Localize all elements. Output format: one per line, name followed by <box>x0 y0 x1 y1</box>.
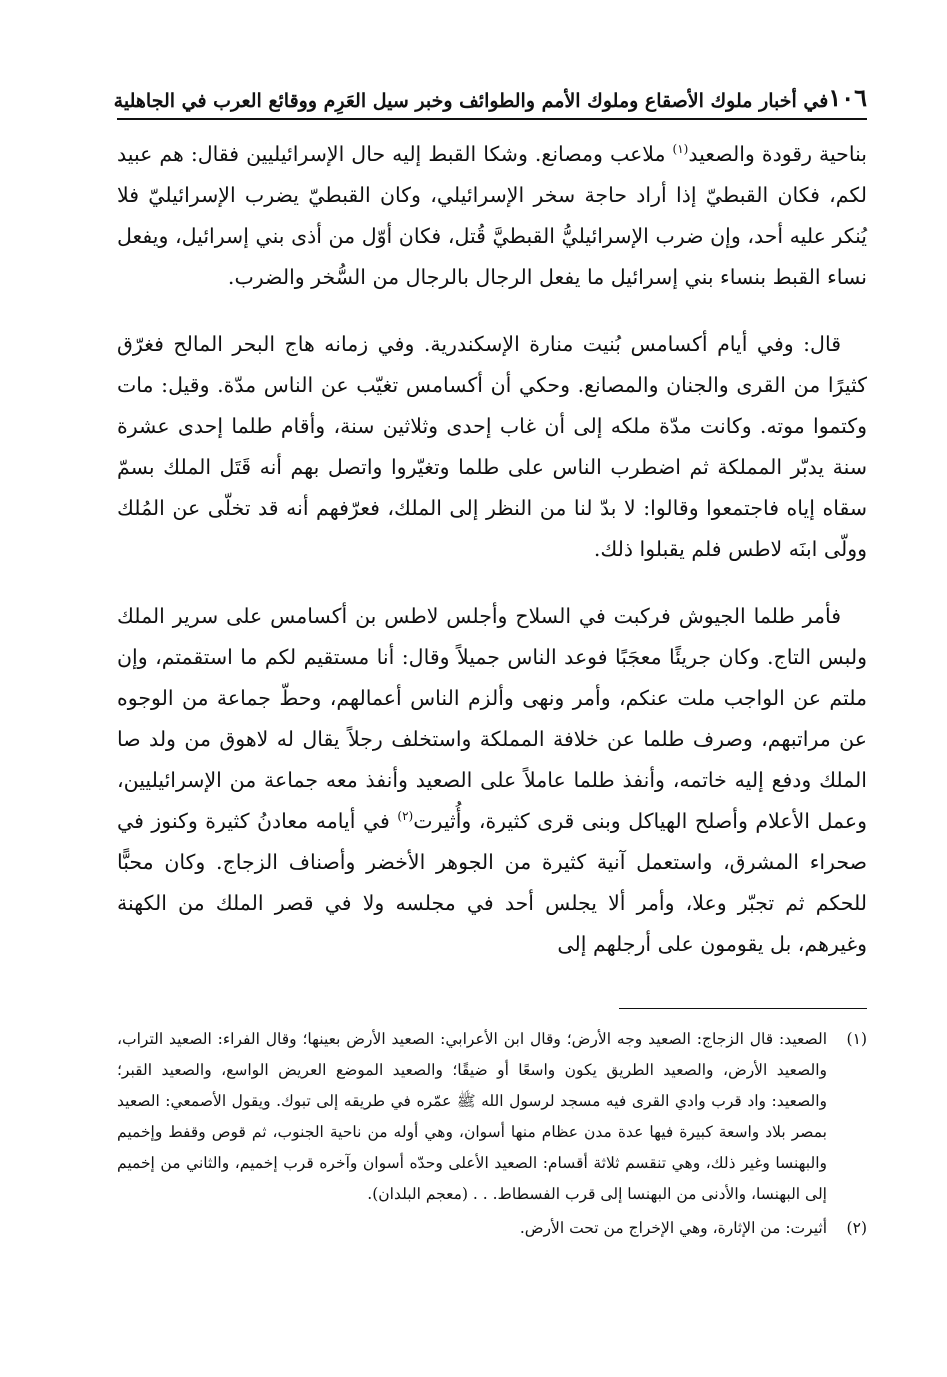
page-number: ١٠٦ <box>828 83 867 112</box>
paragraph-1 <box>117 134 867 298</box>
footnote-ref-1[interactable]: (١) <box>672 142 689 157</box>
footnotes <box>117 1024 867 1247</box>
footnote-number-2: (٢) <box>846 1219 867 1237</box>
footnote-ref-2[interactable]: (٢) <box>397 809 414 824</box>
book-page <box>113 78 867 1308</box>
running-title: في أخبار ملوك الأصقاع وملوك الأمم والطوائف وخبر سيل العَرِم ووقائع العرب في الجاهلية <box>113 90 829 112</box>
footnote-separator <box>619 1008 867 1009</box>
paragraph-3-text-a: فأمر طلما الجيوش فركبت في السلاح وأجلس لاطس بن أكسامس على سرير الملك ولبس التاج. وكان جريئًا معجَبًا فوعد الناس جميلاً وقال: أنا مستقيم لكم ما استقمتم، وإن ملتم عن الواجب ملت عنكم، وأمر ونهى وألزم الناس أعمالهم، وحطّ جماعة من الوجوه عن مراتبهم، وصرف طلما عن خلافة المملكة واستخلف رجلاً يقال له لاهوق من ولد صا الملك ودفع إليه خاتمه، وأنفذ طلما عاملاً على الصعيد وأنفذ معه جماعة من الإسرائيليين، وعمل الأعلام وأصلح الهياكل وبنى قرى كثيرة، وأُثيرت <box>117 604 867 833</box>
footnote-2 <box>117 1213 867 1244</box>
footnote-text-2: أثيرت: من الإثارة، وهي الإخراج من تحت الأرض. <box>519 1219 827 1237</box>
paragraph-2: قال: وفي أيام أكسامس بُنيت منارة الإسكندرية. وفي زمانه هاج البحر المالح فغرّق كثيرًا من القرى والجنان والمصانع. وحكي أن أكسامس تغيّب عن الناس مدّة. وقيل: مات وكتموا موته. وكانت مدّة ملكه إلى أن غاب إحدى وثلاثين سنة، وأقام طلما إحدى عشرة سنة يدبّر المملكة ثم اضطرب الناس على طلما وتغيّروا واتصل بهم أنه قَتَل الملك بسمّ سقاه إياه فاجتمعوا وقالوا: لا بدّ لنا من النظر إلى الملك، فعرّفهم أنه قد تخلّى عن المُلك وولّى ابنَه لاطس فلم يقبلوا ذلك. <box>117 332 867 561</box>
paragraph-1-text-b: ملاعب ومصانع. وشكا القبط إليه حال الإسرائيليين فقال: هم عبيد لكم، فكان القبطيّ إذا أراد حاجة سخر الإسرائيلي، وكان القبطيّ يضرب الإسرائيليّ فلا يُنكر عليه أحد، وإن ضرب الإسرائيليُّ القبطيَّ قُتل، فكان أوّل من أذى بني إسرائيل، ويفعل نساء القبط بنساء بني إسرائيل ما يفعل الرجال بالرجال من السُّخر والضرب. <box>117 142 867 289</box>
main-text <box>117 134 867 965</box>
footnote-text-1: الصعيد: قال الزجاج: الصعيد وجه الأرض؛ وقال ابن الأعرابي: الصعيد الأرض بعينها؛ وقال الفراء: الصعيد التراب، والصعيد الأرض، والصعيد الطريق يكون واسعًا أو ضيقًا؛ والصعيد الموضع العريض الواسع، والصعيد القبر؛ والصعيد: واد قرب وادي القرى فيه مسجد لرسول الله ﷺ عمّره في طريقه إلى تبوك. ويقول الأصمعي: الصعيد بمصر بلاد واسعة كبيرة فيها عدة مدن عظام منها أسوان، وهي أوله من ناحية الجنوب، ثم قوص وقفط وإخميم والبهنسا وغير ذلك، وهي تنقسم ثلاثة أقسام: الصعيد الأعلى وحدّه أسوان وآخره قرب إخميم، والثاني من إخميم إلى البهنسا، والأدنى من البهنسا إلى قرب الفسطاط. . . (معجم البلدان). <box>117 1030 827 1203</box>
paragraph-3 <box>117 596 867 965</box>
footnote-1 <box>117 1024 867 1210</box>
paragraph-1-text-a: بناحية رقودة والصعيد <box>688 142 867 166</box>
page-header <box>113 78 867 120</box>
footnote-number-1: (١) <box>846 1030 867 1048</box>
paragraph-3-text-b: في أيامه معادنُ كثيرة وكنوز في صحراء المشرق، واستعمل آنية كثيرة من الجوهر الأخضر وأصناف الزجاج. وكان محبًّا للحكم ثم تجبّر وعلا، وأمر ألا يجلس أحد في مجلسه ولا في قصر الملك من الكهنة وغيرهم، بل يقومون على أرجلهم إلى <box>117 809 867 956</box>
